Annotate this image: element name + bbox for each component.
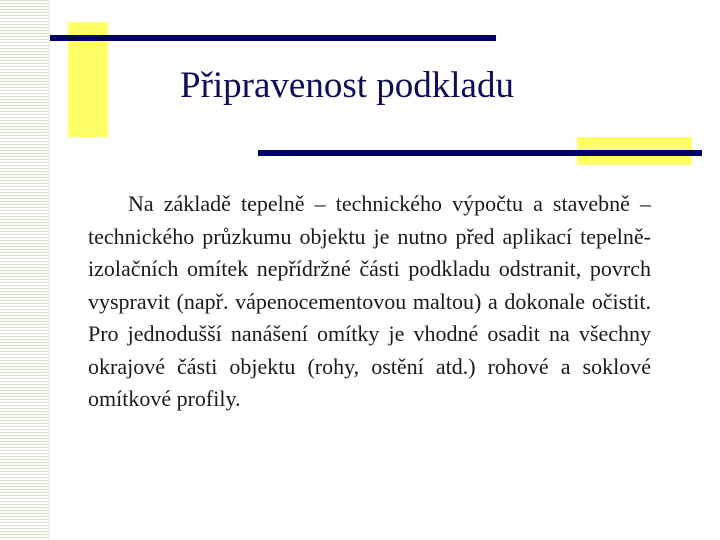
slide-body-text: Na základě tepelně – technického výpočtu a stavebně – technického průzkumu objektu je nutno před aplikací tepelně-izolačních omítek nepřídržné části podkladu odstranit, povrch vyspravit (např. vápenocementovou maltou) a dokonale očistit. Pro jednodušší nanášení omítky je vhodné osadit na všechny okrajové části objektu (rohy, ostění atd.) rohové a soklové omítkové profily. — [88, 191, 651, 411]
side-stripe-pattern — [0, 0, 50, 540]
slide-title: Připravenost podkladu — [180, 65, 514, 106]
decorative-bar-bottom — [258, 150, 702, 156]
decorative-bar-top — [50, 35, 496, 41]
